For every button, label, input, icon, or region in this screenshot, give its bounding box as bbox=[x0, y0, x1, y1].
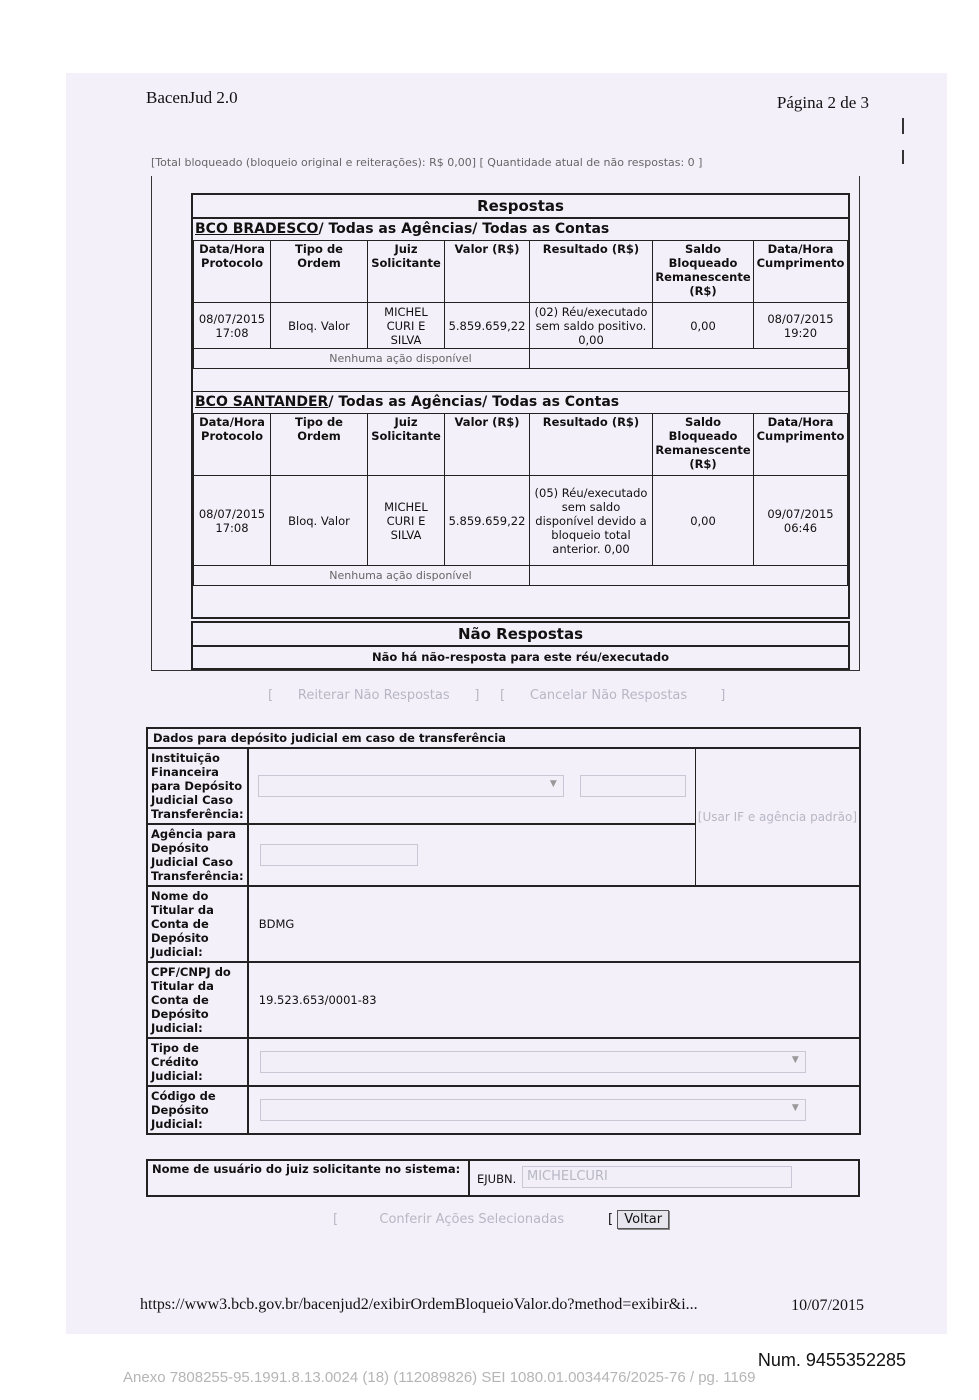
cell-resultado: (02) Réu/executado sem saldo positivo. 0,00 bbox=[530, 303, 653, 349]
titular-value: BDMG bbox=[248, 886, 860, 962]
col-cumprimento: Data/Hora Cumprimento bbox=[754, 241, 848, 303]
cell-juiz: MICHEL CURI E SILVA bbox=[368, 476, 445, 566]
footer-date: 10/07/2015 bbox=[791, 1297, 864, 1314]
empty-cell bbox=[530, 349, 848, 369]
cell-saldo: 0,00 bbox=[653, 476, 754, 566]
cell-tipo: Bloq. Valor bbox=[271, 476, 368, 566]
bank-scope: / Todas as Agências/ Todas as Contas bbox=[328, 394, 620, 410]
annex-reference: Anexo 7808255-95.1991.8.13.0024 (18) (112089826) SEI 1080.01.0034476/2025-76 / pg. 1169 bbox=[123, 1369, 756, 1386]
voltar-button[interactable]: Voltar bbox=[617, 1210, 669, 1229]
cell-protocolo: 08/07/2015 17:08 bbox=[194, 303, 271, 349]
col-resultado: Resultado (R$) bbox=[530, 241, 653, 303]
conferir-label: Conferir Ações Selecionadas bbox=[379, 1212, 565, 1227]
voltar-wrap: [ Voltar bbox=[608, 1210, 669, 1229]
tipo-credito-label: Tipo de Crédito Judicial: bbox=[147, 1038, 248, 1086]
instituicao-cell bbox=[248, 748, 696, 824]
chevron-down-icon: ▼ bbox=[791, 1103, 799, 1113]
margin-mark bbox=[902, 150, 904, 164]
bank-table-santander bbox=[193, 413, 848, 586]
instituicao-label: Instituição Financeira para Depósito Judicial Caso Transferência: bbox=[147, 748, 248, 824]
col-protocolo: Data/Hora Protocolo bbox=[194, 241, 271, 303]
col-tipo: Tipo de Ordem bbox=[271, 241, 368, 303]
bank-table-bradesco bbox=[193, 240, 848, 369]
document-number: Num. 9455352285 bbox=[757, 1350, 906, 1370]
respostas-title: Respostas bbox=[193, 195, 848, 219]
no-action-text: Nenhuma ação disponível bbox=[194, 349, 530, 369]
cell-cumprimento: 08/07/2015 19:20 bbox=[754, 303, 848, 349]
col-valor: Valor (R$) bbox=[445, 414, 530, 476]
instituicao-select[interactable] bbox=[258, 775, 564, 797]
col-tipo: Tipo de Ordem bbox=[271, 414, 368, 476]
col-juiz: Juiz Solicitante bbox=[368, 241, 445, 303]
no-action-text: Nenhuma ação disponível bbox=[194, 566, 530, 586]
chevron-down-icon: ▼ bbox=[791, 1055, 799, 1065]
bank-header-bradesco bbox=[193, 219, 848, 240]
cancelar-label: Cancelar Não Respostas bbox=[529, 688, 688, 703]
bank-scope: / Todas as Agências/ Todas as Contas bbox=[318, 221, 610, 237]
codigo-select[interactable] bbox=[260, 1099, 806, 1121]
agencia-input[interactable] bbox=[260, 844, 418, 866]
spacer bbox=[193, 369, 848, 392]
usar-if-button[interactable]: [Usar IF e agência padrão] bbox=[695, 748, 860, 886]
usuario-label: Nome de usuário do juiz solicitante no sistema: bbox=[152, 1162, 461, 1176]
bank-header-santander bbox=[193, 392, 848, 413]
usuario-prefix: EJUBN. bbox=[477, 1172, 517, 1186]
usuario-box bbox=[146, 1159, 860, 1197]
empty-cell bbox=[530, 566, 848, 586]
cell-tipo: Bloq. Valor bbox=[271, 303, 368, 349]
instituicao-code-input[interactable] bbox=[580, 775, 686, 797]
col-valor: Valor (R$) bbox=[445, 241, 530, 303]
chevron-down-icon: ▼ bbox=[549, 779, 557, 789]
conferir-button[interactable]: [ Conferir Ações Selecionadas bbox=[333, 1212, 565, 1227]
usuario-input[interactable]: MICHELCURI bbox=[522, 1166, 792, 1188]
agencia-label: Agência para Depósito Judicial Caso Transferência: bbox=[147, 824, 248, 886]
blocked-summary bbox=[151, 156, 859, 176]
cell-cumprimento: 09/07/2015 06:46 bbox=[754, 476, 848, 566]
cell-protocolo: 08/07/2015 17:08 bbox=[194, 476, 271, 566]
col-protocolo: Data/Hora Protocolo bbox=[194, 414, 271, 476]
cell-valor: 5.859.659,22 bbox=[445, 476, 530, 566]
cancelar-button[interactable]: [ Cancelar Não Respostas ] bbox=[500, 688, 726, 703]
cpf-label: CPF/CNPJ do Titular da Conta de Depósito Judicial: bbox=[147, 962, 248, 1038]
usar-if-label: Usar IF e agência padrão bbox=[702, 810, 853, 824]
col-resultado: Resultado (R$) bbox=[530, 414, 653, 476]
reiterar-label: Reiterar Não Respostas bbox=[297, 688, 450, 703]
deposito-table bbox=[146, 727, 861, 1135]
cpf-value: 19.523.653/0001-83 bbox=[248, 962, 860, 1038]
table-row bbox=[194, 476, 848, 566]
footer-url: https://www3.bcb.gov.br/bacenjud2/exibirOrdemBloqueioValor.do?method=exibir&i... bbox=[140, 1296, 698, 1313]
tipo-credito-cell bbox=[248, 1038, 860, 1086]
col-juiz: Juiz Solicitante bbox=[368, 414, 445, 476]
nao-respostas-title: Não Respostas bbox=[193, 623, 848, 647]
cell-resultado: (05) Réu/executado sem saldo disponível devido a bloqueio total anterior. 0,00 bbox=[530, 476, 653, 566]
divider bbox=[468, 1161, 470, 1195]
summary-text: [Total bloqueado (bloqueio original e reiterações): R$ 0,00] [ Quantidade atual de não respostas: 0 ] bbox=[151, 156, 703, 169]
col-saldo: Saldo Bloqueado Remanescente (R$) bbox=[653, 241, 754, 303]
table-row bbox=[194, 303, 848, 349]
bank-name: BCO BRADESCO bbox=[195, 221, 319, 237]
codigo-cell bbox=[248, 1086, 860, 1134]
cell-valor: 5.859.659,22 bbox=[445, 303, 530, 349]
deposito-section bbox=[146, 727, 861, 1141]
nao-respostas-panel bbox=[191, 621, 850, 670]
bank-name: BCO SANTANDER bbox=[195, 394, 329, 410]
margin-mark bbox=[902, 118, 904, 134]
cell-saldo: 0,00 bbox=[653, 303, 754, 349]
deposito-title: Dados para depósito judicial em caso de transferência bbox=[147, 728, 860, 748]
app-title: BacenJud 2.0 bbox=[146, 88, 238, 107]
reiterar-button[interactable]: [ Reiterar Não Respostas ] bbox=[268, 688, 480, 703]
agencia-cell bbox=[248, 824, 696, 886]
cell-juiz: MICHEL CURI E SILVA bbox=[368, 303, 445, 349]
page-number: Página 2 de 3 bbox=[776, 93, 869, 112]
col-saldo: Saldo Bloqueado Remanescente (R$) bbox=[653, 414, 754, 476]
respostas-panel bbox=[191, 193, 850, 619]
codigo-label: Código de Depósito Judicial: bbox=[147, 1086, 248, 1134]
col-cumprimento: Data/Hora Cumprimento bbox=[754, 414, 848, 476]
tipo-credito-select[interactable] bbox=[260, 1051, 806, 1073]
titular-label: Nome do Titular da Conta de Depósito Judicial: bbox=[147, 886, 248, 962]
nao-respostas-message: Não há não-resposta para este réu/executado bbox=[371, 650, 670, 664]
